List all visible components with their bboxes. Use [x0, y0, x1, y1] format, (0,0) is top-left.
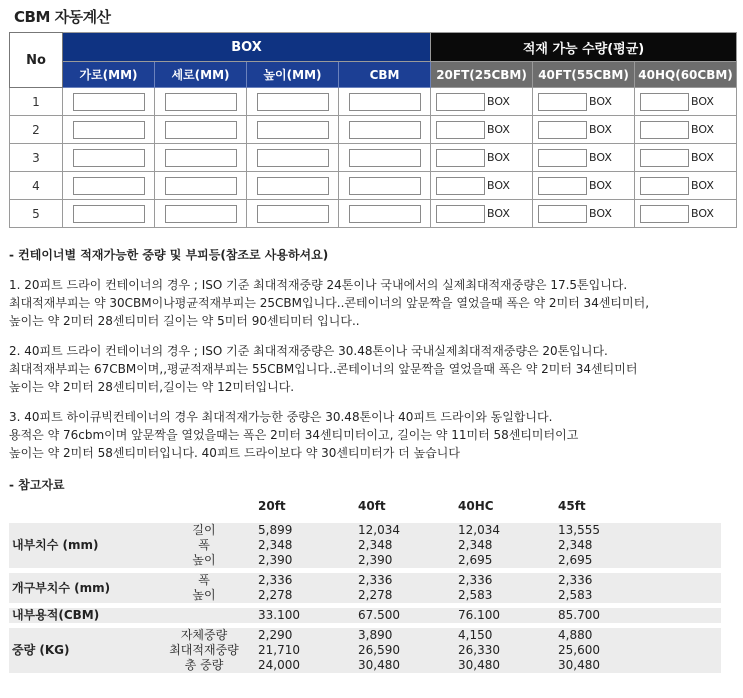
ref-category: 내부용적(CBM): [9, 608, 154, 623]
width-input[interactable]: [73, 149, 145, 167]
ref-col-40ft: 40ft: [358, 498, 386, 513]
ref-row-label: 자체중량: [154, 628, 254, 643]
ref-category: 내부치수 (mm): [9, 523, 154, 568]
ref-value: 2,278: [254, 588, 354, 603]
ref-col-20ft: 20ft: [258, 498, 286, 513]
note-line: 높이는 약 2미터 28센티미터 길이는 약 5미터 90센티미터 입니다..: [9, 314, 360, 328]
calc-row: [10, 200, 737, 228]
width-input[interactable]: [73, 177, 145, 195]
ref-value: 76.100: [454, 608, 554, 623]
ref-value: 25,600: [554, 643, 721, 658]
depth-input[interactable]: [165, 205, 237, 223]
note-line: 1. 20피트 드라이 컨테이너의 경우 ; ISO 기준 최대적재중량 24톤이나 국내에서의 실제최대적재중량은 17.5톤입니다.: [9, 278, 628, 292]
ref-value: 85.700: [554, 608, 721, 623]
row-number: 4: [10, 172, 63, 200]
cbm-input[interactable]: [349, 93, 421, 111]
40ft-header: 40FT(55CBM): [533, 62, 635, 88]
load-40hq-input[interactable]: [640, 121, 689, 139]
cbm-input[interactable]: [349, 205, 421, 223]
20ft-header: 20FT(25CBM): [431, 62, 533, 88]
calc-row: [10, 88, 737, 116]
depth-mm-header: 세로(MM): [155, 62, 247, 88]
note-paragraph: [9, 276, 739, 330]
container-notes: [9, 246, 739, 474]
ref-value: 26,330: [454, 643, 554, 658]
ref-value: 2,348: [554, 538, 721, 553]
ref-value: 2,336: [454, 573, 554, 588]
height-input[interactable]: [257, 205, 329, 223]
width-input[interactable]: [73, 121, 145, 139]
height-input[interactable]: [257, 177, 329, 195]
depth-input[interactable]: [165, 149, 237, 167]
load-20ft-input[interactable]: [436, 121, 485, 139]
box-unit-label: BOX: [691, 207, 714, 220]
no-header: No: [10, 33, 63, 88]
notes-title: - 컨테이너별 적재가능한 중량 및 부피등(참조로 사용하셔요): [9, 248, 329, 262]
ref-value: 2,336: [354, 573, 454, 588]
box-unit-label: BOX: [487, 179, 510, 192]
reference-row: [9, 523, 721, 538]
height-input[interactable]: [257, 121, 329, 139]
ref-value: 2,278: [354, 588, 454, 603]
note-line: 높이는 약 2미터 28센티미터,길이는 약 12미터입니다.: [9, 380, 295, 394]
note-line: 최대적재부피는 67CBM이며,,평균적재부피는 55CBM입니다..콘테이너의 앞문짝을 열었을때 폭은 약 2미터 34센티미터: [9, 362, 638, 376]
width-mm-header: 가로(MM): [63, 62, 155, 88]
load-40ft-input[interactable]: [538, 177, 587, 195]
load-40ft-input[interactable]: [538, 149, 587, 167]
note-line: 2. 40피트 드라이 컨테이너의 경우 ; ISO 기준 최대적재중량은 30.48톤이나 국내실제최대적재중량은 20톤입니다.: [9, 344, 608, 358]
load-40hq-input[interactable]: [640, 177, 689, 195]
load-40hq-input[interactable]: [640, 93, 689, 111]
height-input[interactable]: [257, 149, 329, 167]
ref-value: 3,890: [354, 628, 454, 643]
ref-row-label: 폭: [154, 538, 254, 553]
ref-row-label: 길이: [154, 523, 254, 538]
ref-row-label: 최대적재중량: [154, 643, 254, 658]
ref-value: 30,480: [354, 658, 454, 673]
ref-value: 2,336: [254, 573, 354, 588]
note-paragraph: [9, 342, 739, 396]
ref-row-label: 총 중량: [154, 658, 254, 673]
ref-value: 12,034: [354, 523, 454, 538]
width-input[interactable]: [73, 93, 145, 111]
load-40ft-input[interactable]: [538, 205, 587, 223]
ref-category: 개구부치수 (mm): [9, 573, 154, 603]
ref-value: 2,390: [354, 553, 454, 568]
box-unit-label: BOX: [589, 179, 612, 192]
page-title: CBM 자동계산: [14, 8, 111, 26]
load-40hq-input[interactable]: [640, 149, 689, 167]
load-40ft-input[interactable]: [538, 93, 587, 111]
note-paragraph: [9, 408, 739, 462]
depth-input[interactable]: [165, 177, 237, 195]
ref-value: 4,150: [454, 628, 554, 643]
ref-value: 5,899: [254, 523, 354, 538]
ref-value: 30,480: [454, 658, 554, 673]
row-number: 5: [10, 200, 63, 228]
ref-row-label: [154, 608, 254, 623]
ref-value: 4,880: [554, 628, 721, 643]
box-unit-label: BOX: [691, 151, 714, 164]
ref-row-label: 높이: [154, 553, 254, 568]
ref-value: 30,480: [554, 658, 721, 673]
load-capacity-header: 적재 가능 수량(평균): [431, 33, 737, 62]
note-line: 높이는 약 2미터 58센티미터입니다. 40피트 드라이보다 약 30센티미터가 더 높습니다: [9, 446, 460, 460]
load-40ft-input[interactable]: [538, 121, 587, 139]
width-input[interactable]: [73, 205, 145, 223]
calc-row: [10, 116, 737, 144]
ref-value: 2,336: [554, 573, 721, 588]
note-line: 3. 40피트 하이큐빅컨테이너의 경우 최대적재가능한 중량은 30.48톤이나 40피트 드라이와 동일합니다.: [9, 410, 553, 424]
box-unit-label: BOX: [487, 207, 510, 220]
box-unit-label: BOX: [487, 123, 510, 136]
box-unit-label: BOX: [589, 207, 612, 220]
reference-row: [9, 628, 721, 643]
cbm-input[interactable]: [349, 177, 421, 195]
load-20ft-input[interactable]: [436, 93, 485, 111]
reference-row: [9, 608, 721, 623]
box-unit-label: BOX: [487, 95, 510, 108]
ref-value: 2,390: [254, 553, 354, 568]
box-unit-label: BOX: [589, 95, 612, 108]
row-number: 3: [10, 144, 63, 172]
ref-value: 2,290: [254, 628, 354, 643]
load-40hq-input[interactable]: [640, 205, 689, 223]
ref-value: 67.500: [354, 608, 454, 623]
cbm-calculator-table: [9, 32, 737, 228]
box-unit-label: BOX: [691, 179, 714, 192]
ref-value: 13,555: [554, 523, 721, 538]
ref-value: 2,348: [354, 538, 454, 553]
ref-value: 24,000: [254, 658, 354, 673]
ref-col-40hc: 40HC: [458, 498, 494, 513]
cbm-header: CBM: [339, 62, 431, 88]
load-20ft-input[interactable]: [436, 149, 485, 167]
reference-table: [9, 494, 721, 673]
ref-value: 2,695: [554, 553, 721, 568]
ref-value: 33.100: [254, 608, 354, 623]
ref-value: 26,590: [354, 643, 454, 658]
ref-value: 2,695: [454, 553, 554, 568]
box-unit-label: BOX: [589, 151, 612, 164]
load-20ft-input[interactable]: [436, 205, 485, 223]
box-unit-label: BOX: [589, 123, 612, 136]
depth-input[interactable]: [165, 121, 237, 139]
note-line: 최대적재부피는 약 30CBM이나평균적재부피는 25CBM입니다..콘테이너의 앞문짝을 열었을때 폭은 약 2미터 34센티미터,: [9, 296, 650, 310]
ref-value: 21,710: [254, 643, 354, 658]
note-line: 용적은 약 76cbm이며 앞문짝을 열었을때는 폭은 2미터 34센티미터이고, 길이는 약 11미터 58센티미터이고: [9, 428, 579, 442]
40hq-header: 40HQ(60CBM): [635, 62, 737, 88]
row-number: 2: [10, 116, 63, 144]
calc-row: [10, 172, 737, 200]
ref-value: 2,348: [254, 538, 354, 553]
ref-col-45ft: 45ft: [558, 498, 586, 513]
row-number: 1: [10, 88, 63, 116]
box-group-header: BOX: [63, 33, 431, 62]
ref-row-label: 높이: [154, 588, 254, 603]
cbm-input[interactable]: [349, 121, 421, 139]
height-mm-header: 높이(MM): [247, 62, 339, 88]
ref-category: 중량 (KG): [9, 628, 154, 673]
height-input[interactable]: [257, 93, 329, 111]
box-unit-label: BOX: [487, 151, 510, 164]
depth-input[interactable]: [165, 93, 237, 111]
reference-title: - 참고자료: [9, 478, 65, 492]
reference-row: [9, 573, 721, 588]
calc-row: [10, 144, 737, 172]
load-20ft-input[interactable]: [436, 177, 485, 195]
box-unit-label: BOX: [691, 123, 714, 136]
ref-row-label: 폭: [154, 573, 254, 588]
box-unit-label: BOX: [691, 95, 714, 108]
ref-value: 2,583: [554, 588, 721, 603]
ref-value: 2,348: [454, 538, 554, 553]
ref-value: 2,583: [454, 588, 554, 603]
cbm-input[interactable]: [349, 149, 421, 167]
ref-value: 12,034: [454, 523, 554, 538]
